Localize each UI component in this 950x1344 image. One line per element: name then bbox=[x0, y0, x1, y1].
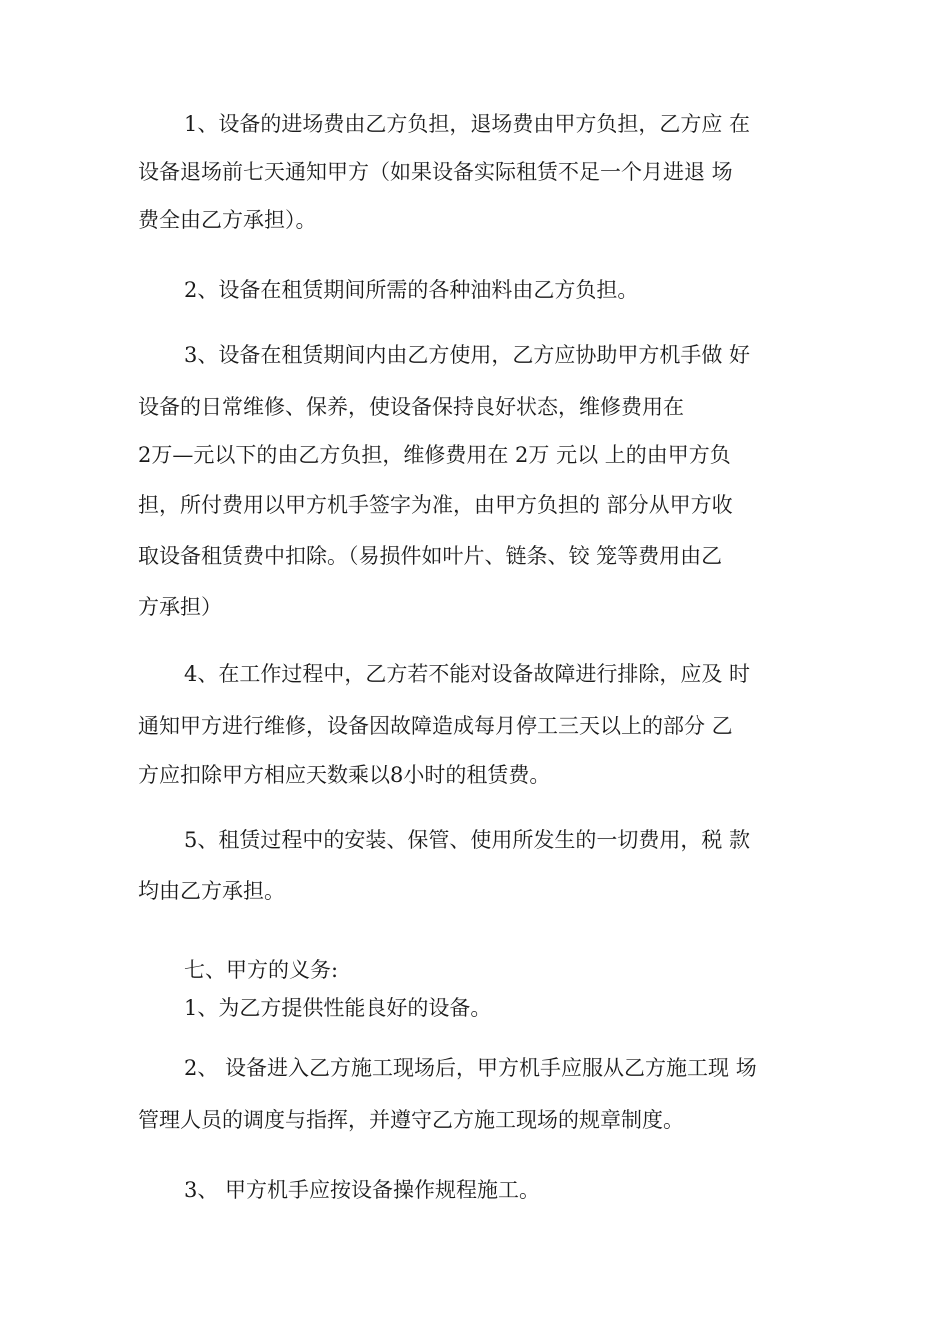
p4-line-3: 方应扣除甲方相应天数乘以8小时的租赁费。 bbox=[138, 763, 551, 787]
p1-line-3: 费全由乙方承担）。 bbox=[138, 208, 317, 232]
section7-item-1: 1、为乙方提供性能良好的设备。 bbox=[184, 996, 492, 1020]
p1-line-1: 1、设备的进场费由乙方负担，退场费由甲方负担，乙方应 在 bbox=[184, 112, 751, 136]
p4-line-1: 4、在工作过程中，乙方若不能对设备故障进行排除，应及 时 bbox=[184, 662, 751, 686]
p3-line-2: 设备的日常维修、保养，使设备保持良好状态，维修费用在 bbox=[138, 395, 684, 419]
p5-line-1: 5、租赁过程中的安装、保管、使用所发生的一切费用，税 款 bbox=[184, 828, 751, 852]
p4-line-2: 通知甲方进行维修，设备因故障造成每月停工三天以上的部分 乙 bbox=[138, 714, 733, 738]
section7-item-2-line-2: 管理人员的调度与指挥，并遵守乙方施工现场的规章制度。 bbox=[138, 1108, 684, 1132]
section7-item-2-line-1: 2、 设备进入乙方施工现场后，甲方机手应服从乙方施工现 场 bbox=[184, 1056, 757, 1080]
p2-line-1: 2、设备在租赁期间所需的各种油料由乙方负担。 bbox=[184, 278, 639, 302]
p5-line-2: 均由乙方承担。 bbox=[138, 879, 285, 903]
p3-line-5: 取设备租赁费中扣除。（易损件如叶片、链条、铰 笼等费用由乙 bbox=[138, 544, 723, 568]
section7-item-3: 3、 甲方机手应按设备操作规程施工。 bbox=[184, 1178, 541, 1202]
section7-heading: 七、甲方的义务: bbox=[184, 958, 339, 982]
p3-line-6: 方承担） bbox=[138, 595, 222, 619]
p3-line-1: 3、设备在租赁期间内由乙方使用，乙方应协助甲方机手做 好 bbox=[184, 343, 751, 367]
p3-line-4: 担，所付费用以甲方机手签字为准，由甲方负担的 部分从甲方收 bbox=[138, 493, 733, 517]
p1-line-2: 设备退场前七天通知甲方（如果设备实际租赁不足一个月进退 场 bbox=[138, 160, 733, 184]
p3-line-3: 2万—元以下的由乙方负担，维修费用在 2万 元以 上的由甲方负 bbox=[138, 443, 731, 467]
